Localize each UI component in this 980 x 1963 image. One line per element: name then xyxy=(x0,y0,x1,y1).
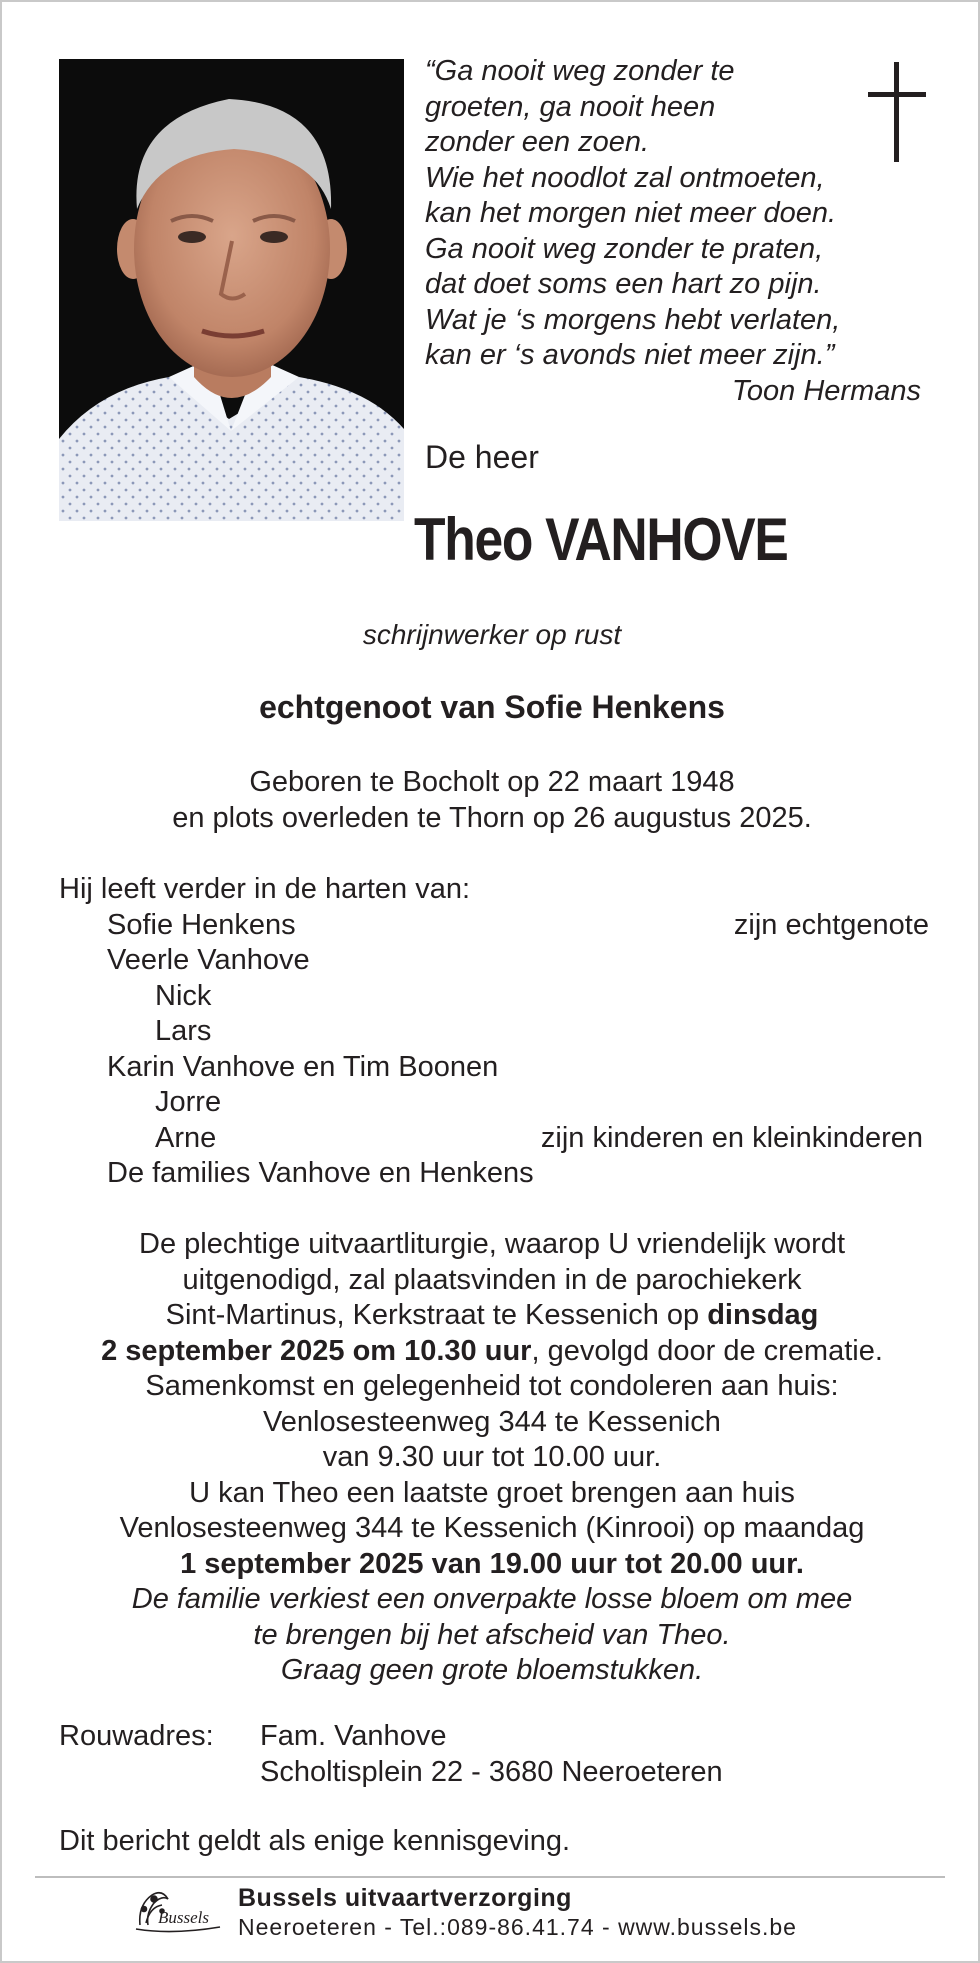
poem-line: Ga nooit weg zonder te praten, xyxy=(425,232,824,265)
funeral-datetime: 2 september 2025 om 10.30 uur xyxy=(101,1334,532,1367)
poem-line: “Ga nooit weg zonder te xyxy=(425,55,735,87)
mourning-address xyxy=(59,1719,723,1790)
address-street: Scholtisplein 22 - 3680 Neeroeteren xyxy=(260,1755,723,1788)
poem-line: zonder een zoen. xyxy=(425,126,650,158)
survivors-intro: Hij leeft verder in de harten van: xyxy=(59,873,471,905)
funeral-line: van 9.30 uur tot 10.00 uur. xyxy=(322,1441,662,1473)
funeral-line xyxy=(2,1298,980,1334)
poem-line: groeten, ga nooit heen xyxy=(425,90,716,123)
funeral-line xyxy=(2,1334,980,1370)
survivor-name: Karin Vanhove en Tim Boonen xyxy=(107,1050,499,1083)
poem xyxy=(425,54,925,409)
poem-line: kan er ‘s avonds niet meer zijn.” xyxy=(425,339,835,371)
flower-note: De familie verkiest een onverpakte losse bloem om mee xyxy=(131,1583,853,1615)
funeral-line: Samenkomst en gelegenheid tot condoleren aan huis: xyxy=(145,1370,839,1402)
funeral-line: De plechtige uitvaartliturgie, waarop U vriendelijk wordt xyxy=(139,1228,845,1260)
funeral-text: Sint-Martinus, Kerkstraat te Kessenich op xyxy=(165,1299,708,1331)
salutation: De heer xyxy=(425,439,539,475)
birth-death-info xyxy=(2,765,980,836)
visitation-datetime xyxy=(2,1547,980,1583)
company-name: Bussels uitvaartverzorging xyxy=(238,1884,572,1912)
funeral-details xyxy=(2,1227,980,1689)
list-item xyxy=(59,1156,929,1192)
footer-divider xyxy=(35,1876,945,1878)
survivor-name: Sofie Henkens xyxy=(107,908,296,941)
latin-cross-icon xyxy=(866,62,928,162)
list-item xyxy=(59,908,929,944)
death-line: en plots overleden te Thorn op 26 augustus 2025. xyxy=(172,801,812,834)
poem-line: dat doet soms een hart zo pijn. xyxy=(425,268,822,300)
portrait-photo xyxy=(59,59,404,521)
funeral-line: Venlosesteenweg 344 te Kessenich xyxy=(263,1405,721,1438)
survivors-list xyxy=(59,872,929,1192)
list-item xyxy=(59,1085,929,1121)
funeral-line: Venlosesteenweg 344 te Kessenich (Kinrooi) op maandag xyxy=(119,1512,865,1544)
portrait-illustration xyxy=(59,59,404,521)
survivor-name: Jorre xyxy=(155,1086,222,1118)
survivor-name: Veerle Vanhove xyxy=(107,944,310,976)
funeral-line: uitgenodigd, zal plaatsvinden in de parochiekerk xyxy=(182,1263,802,1296)
funeral-line: U kan Theo een laatste groet brengen aan huis xyxy=(189,1476,795,1509)
list-item xyxy=(59,1121,929,1157)
funeral-text: , gevolgd door de crematie. xyxy=(531,1334,883,1367)
address-family: Fam. Vanhove xyxy=(260,1720,447,1752)
logo-text: Bussels xyxy=(158,1908,209,1927)
poem-line: kan het morgen niet meer doen. xyxy=(425,197,837,229)
survivor-relation: zijn kinderen en kleinkinderen xyxy=(540,1121,923,1154)
list-item xyxy=(59,1050,929,1086)
survivor-relation: zijn echtgenote xyxy=(733,908,929,941)
flower-note: Graag geen grote bloemstukken. xyxy=(280,1654,704,1686)
list-item xyxy=(59,1014,929,1050)
visitation-datetime-text: 1 september 2025 van 19.00 uur tot 20.00 uur. xyxy=(180,1547,804,1580)
list-item xyxy=(59,979,929,1015)
birth-line: Geboren te Bocholt op 22 maart 1948 xyxy=(249,766,735,798)
list-item xyxy=(59,943,929,979)
flower-note: te brengen bij het afscheid van Theo. xyxy=(253,1618,731,1651)
profession: schrijnwerker op rust xyxy=(362,619,622,650)
poem-line: Wat je ‘s morgens hebt verlaten, xyxy=(425,303,841,336)
poem-author: Toon Hermans xyxy=(731,374,921,407)
company-contact: Neeroeteren - Tel.:089-86.41.74 - www.bussels.be xyxy=(238,1914,797,1940)
address-line xyxy=(59,1719,723,1755)
notice-text: Dit bericht geldt als enige kennisgeving. xyxy=(59,1825,571,1857)
survivor-name: De families Vanhove en Henkens xyxy=(107,1157,534,1189)
survivor-name: Arne xyxy=(155,1121,217,1154)
funeral-day: dinsdag xyxy=(707,1299,819,1331)
bussels-logo xyxy=(132,1885,224,1937)
survivor-name: Lars xyxy=(155,1015,212,1047)
poem-line: Wie het noodlot zal ontmoeten, xyxy=(425,161,825,194)
deceased-name: Theo VANHOVE xyxy=(414,506,788,573)
address-label: Rouwadres: xyxy=(59,1720,214,1752)
spouse-line: echtgenoot van Sofie Henkens xyxy=(259,689,725,725)
survivor-name: Nick xyxy=(155,979,212,1012)
